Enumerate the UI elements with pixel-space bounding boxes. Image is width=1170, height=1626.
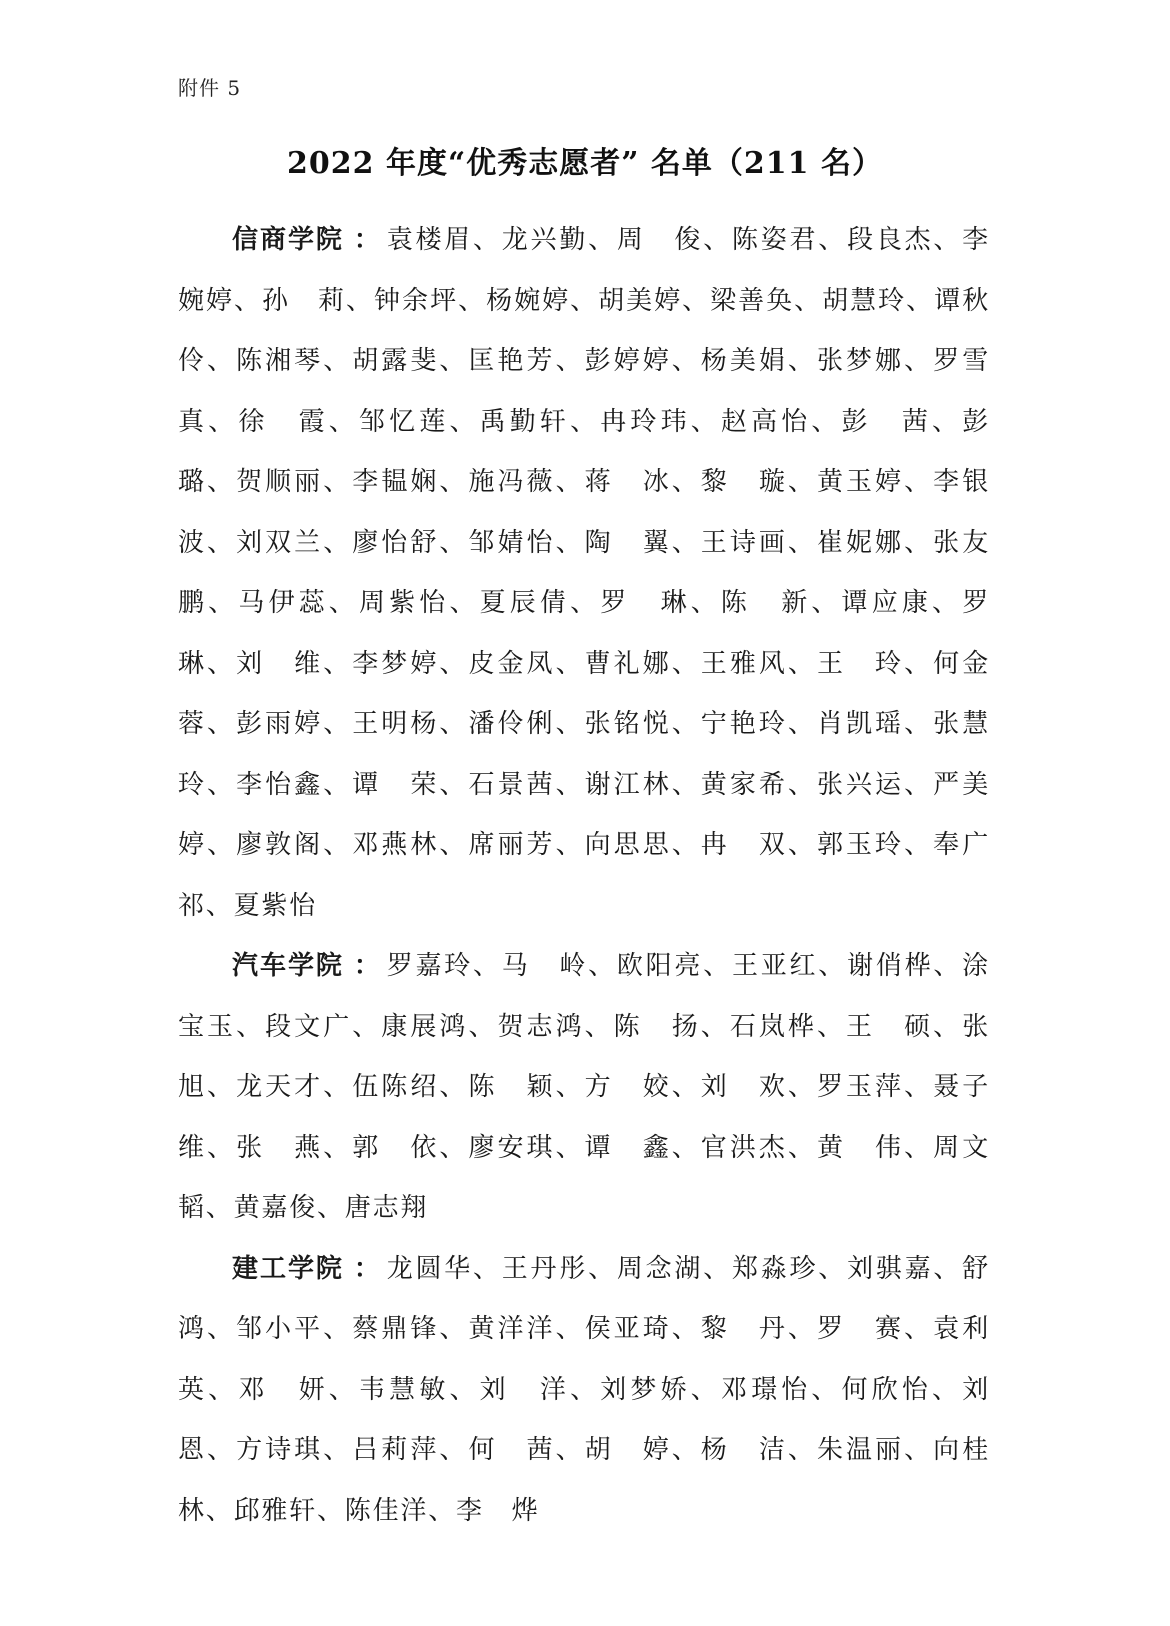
college-separator: ：: [353, 225, 383, 255]
college-separator: ：: [353, 951, 383, 981]
name-list-content: [178, 210, 1018, 1541]
volunteer-names: 罗嘉玲、马 岭、欧阳亮、王亚红、谢俏桦、涂宝玉、段文广、康展鸿、贺志鸿、陈 扬、石岚桦、王 硕、张 旭、龙天才、伍陈绍、陈 颖、方 姣、刘 欢、罗玉萍、聂子维、张 燕、郭 依、廖安琪、谭 鑫、官洪杰、黄 伟、周文韬、黄嘉俊、唐志翔: [178, 951, 1018, 1223]
volunteer-names: 龙圆华、王丹彤、周念湖、郑淼珍、刘骐嘉、舒 鸿、邹小平、蔡鼎锋、黄洋洋、侯亚琦、黎 丹、罗 赛、袁利英、邓 妍、韦慧敏、刘 洋、刘梦娇、邓璟怡、何欣怡、刘 恩、方诗琪、吕莉萍、何 茜、胡 婷、杨 洁、朱温丽、向桂林、邱雅轩、陈佳洋、李 烨: [178, 1253, 1018, 1526]
section-jiangong: [178, 1239, 1018, 1542]
college-name: 汽车学院: [232, 951, 344, 981]
college-separator: ：: [353, 1253, 383, 1284]
volunteer-names: 袁楼眉、龙兴勤、周 俊、陈姿君、段良杰、李婉婷、孙 莉、钟余坪、杨婉婷、胡美婷、梁善奂、胡慧玲、谭秋伶、陈湘琴、胡露斐、匡艳芳、彭婷婷、杨美娟、张梦娜、罗雪真、徐 霞、邹忆莲、禹勤轩、冉玲玮、赵高怡、彭 茜、彭 璐、贺顺丽、李韫娴、施冯薇、蒋 冰、黎 璇、黄玉婷、李银波、刘双兰、廖怡舒、邹婧怡、陶 翼、王诗画、崔妮娜、张友鹏、马伊蕊、周紫怡、夏辰倩、罗 琳、陈 新、谭应康、罗 琳、刘 维、李梦婷、皮金凤、曹礼娜、王雅风、王 玲、何金蓉、彭雨婷、王明杨、潘伶俐、张铭悦、宁艳玲、肖凯瑶、张慧玲、李怡鑫、谭 荣、石景茜、谢江林、黄家希、张兴运、严美婷、廖敦阁、邓燕林、席丽芳、向思思、冉 双、郭玉玲、奉广祁、夏紫怡: [178, 225, 1018, 921]
section-xinshang: [178, 210, 1018, 936]
college-name: 信商学院: [232, 225, 344, 255]
section-qiche: [178, 936, 1018, 1239]
document-title: 2022 年度“优秀志愿者” 名单（211 名）: [287, 146, 883, 181]
college-name: 建工学院: [232, 1253, 344, 1284]
attachment-label: 附件 5: [178, 76, 242, 100]
